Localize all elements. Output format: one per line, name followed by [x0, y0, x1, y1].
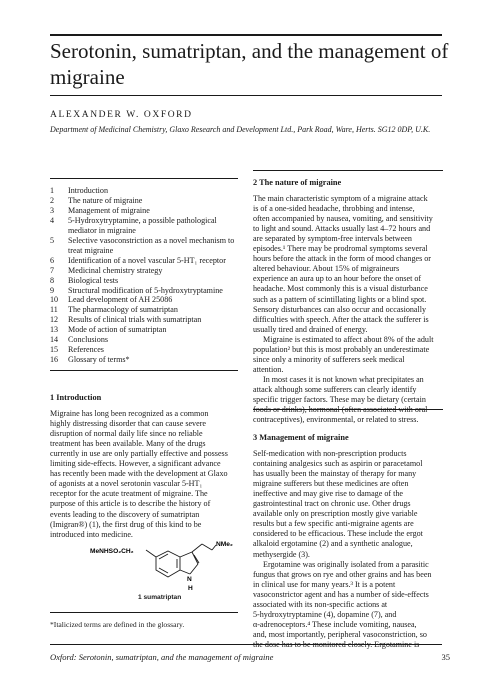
text-line: contraceptives), environmental, or related to stress.	[253, 415, 419, 425]
contents-label: Management of migraine	[68, 205, 150, 215]
contents-number: 16	[50, 355, 59, 365]
title-rule	[50, 95, 442, 96]
text-line: containing analgesics such as aspirin or paracetamol	[253, 459, 423, 469]
text-line: (Imigran®) (1), the first drug of this kind to be	[50, 519, 202, 529]
contents-number: 11	[50, 305, 58, 315]
text-line: to light and sound. Attacks usually last 4–72 hours and	[253, 224, 431, 234]
table-of-contents	[50, 186, 238, 365]
text-line: considered to be efficacious. These include the ergot	[253, 529, 423, 539]
text-line: experience an aura up to an hour before the onset of	[253, 274, 422, 284]
contents-label: Lead development of AH 25086	[68, 295, 173, 305]
section-body	[50, 409, 238, 540]
text-line: fungus that grows on rye and other grains and has been	[253, 569, 432, 579]
text-line: Self-medication with non-prescription products	[253, 449, 407, 459]
contents-number: 9	[50, 285, 55, 295]
text-line: α-adrenoceptors.⁴ These include vomiting, nausea,	[253, 619, 417, 629]
contents-number: 12	[50, 315, 59, 325]
contents-number: 6	[50, 255, 55, 265]
text-line: often accompanied by nausea, vomiting, and sensitivity	[253, 214, 433, 224]
text-line: currently in use are only partially effective and possess	[50, 449, 228, 459]
pyrrole-bond	[180, 552, 192, 557]
text-line: population² but this is most probably an underestimate	[253, 344, 430, 354]
contents-item	[50, 236, 238, 256]
text-line: since only a minority of sufferers seek medical	[253, 354, 405, 364]
hydrogen-label: H	[188, 585, 193, 592]
section-heading: 2 The nature of migraine	[253, 178, 342, 187]
text-line: gastrointestinal tract on chronic use. Other drugs	[253, 499, 411, 509]
contents-item	[50, 355, 238, 365]
contents-item	[50, 325, 238, 335]
contents-item	[50, 216, 238, 236]
section-body	[253, 449, 443, 650]
section-nature-of-migraine	[253, 178, 443, 425]
contents-label: 5-Hydroxytryptamine, a possible pathological mediator in migraine	[68, 215, 217, 235]
section-management-of-migraine	[253, 433, 443, 650]
contents-label: Medicinal chemistry strategy	[68, 265, 163, 275]
contents-item	[50, 276, 238, 286]
text-line: associated with its non-specific actions at	[253, 599, 388, 609]
contents-item	[50, 286, 238, 296]
section-introduction	[50, 393, 238, 540]
benzene-ring	[156, 551, 180, 577]
section-divider-rule	[253, 409, 443, 410]
text-line: treatment has been available. Many of the drugs	[50, 439, 206, 449]
section-heading: 3 Management of migraine	[253, 433, 349, 442]
text-line: specific trigger factors. These may be dietary (certain	[253, 394, 426, 404]
contents-label: Selective vasoconstriction as a novel mechanism to treat migraine	[68, 235, 235, 255]
contents-label: Mode of action of sumatriptan	[68, 325, 167, 335]
contents-number: 1	[50, 186, 55, 195]
contents-number: 10	[50, 295, 59, 305]
contents-label: Identification of a novel vascular 5-HT₁ receptor	[68, 255, 226, 265]
footer-rule	[50, 644, 442, 645]
text-line: headache. Most commonly this is a visual disturbance	[253, 284, 428, 294]
text-line: has usually been the mainstay of therapy for many	[253, 469, 417, 479]
top-rule	[50, 34, 442, 36]
contents-number: 7	[50, 265, 55, 275]
article-title: Serotonin, sumatriptan, and the management of migraine	[50, 39, 449, 89]
contents-label: The nature of migraine	[68, 195, 143, 205]
text-line: attention.	[253, 364, 284, 374]
contents-number: 2	[50, 195, 55, 205]
footnote: *Italicized terms are defined in the glossary.	[50, 620, 185, 629]
chain-bond-2	[202, 544, 212, 550]
section-body	[253, 194, 443, 425]
text-line: alkaloid ergotamine (2) and a synthetic analogue,	[253, 539, 413, 549]
contents-label: The pharmacology of sumatriptan	[68, 305, 178, 315]
molecule-drawing	[90, 537, 240, 597]
structure-caption: 1 sumatriptan	[138, 594, 182, 601]
right-substituent: NMe₂	[216, 541, 233, 548]
text-line: In most cases it is not known what precipitates an	[263, 374, 424, 384]
contents-item	[50, 315, 238, 325]
text-line: in clinical use for many years.³ It is a potent	[253, 579, 396, 589]
text-line: difficulties with speech. After the attack the sufferer is	[253, 314, 429, 324]
contents-label: Biological tests	[68, 275, 119, 285]
text-line: hours before the attack in the form of mood changes or	[253, 254, 432, 264]
contents-item	[50, 256, 238, 266]
contents-number: 15	[50, 345, 59, 355]
contents-bottom-rule	[50, 370, 238, 371]
contents-number: 14	[50, 335, 59, 345]
contents-item	[50, 345, 238, 355]
nitrogen-label: N	[187, 576, 192, 583]
contents-item	[50, 305, 238, 315]
text-line: events leading to the discovery of sumatriptan	[50, 509, 200, 519]
contents-item	[50, 295, 238, 305]
footnote-rule	[50, 612, 238, 613]
text-line: results but a few specific anti-migraine agents are	[253, 519, 414, 529]
contents-label: Results of clinical trials with sumatriptan	[68, 315, 202, 325]
left-substituent: MeNHSO₂CH₂	[90, 548, 134, 555]
text-line: is of a one-sided headache, throbbing and intense,	[253, 204, 415, 214]
text-line: migraine sufferers but these medicines are often	[253, 479, 409, 489]
running-footer: Oxford: Serotonin, sumatriptan, and the management of migraine	[50, 652, 274, 662]
page-number: 35	[441, 652, 450, 662]
text-line: disruption of normal daily life since no reliable	[50, 429, 203, 439]
text-line: of agonists at a novel serotonin vascular 5-HT₁	[50, 479, 203, 489]
contents-label: Structural modification of 5-hydroxytryptamine	[68, 285, 223, 295]
author-affiliation: Department of Medicinal Chemistry, Glaxo Research and Development Ltd., Park Road, Ware, Herts. SG12 0DP, U.K.	[50, 125, 431, 134]
text-line: limiting side-effects. However, a significant advance	[50, 459, 221, 469]
author-name: ALEXANDER W. OXFORD	[50, 110, 193, 120]
contents-item	[50, 186, 238, 196]
text-line: purpose of this article is to describe the history of	[50, 499, 211, 509]
text-line: episodes.¹ There may be prodromal symptoms several	[253, 244, 428, 254]
contents-top-rule	[50, 178, 238, 179]
chain-bond-1	[192, 544, 202, 552]
right-top-rule	[253, 170, 443, 171]
text-line: usually tired and drained of energy.	[253, 324, 368, 334]
contents-item	[50, 206, 238, 216]
text-line: available only on prescription mostly give variable	[253, 509, 418, 519]
contents-item	[50, 196, 238, 206]
text-line: Migraine is estimated to affect about 8% of the adult	[263, 334, 434, 344]
contents-label: Introduction	[68, 186, 109, 195]
section-heading: 1 Introduction	[50, 393, 102, 402]
sumatriptan-structure	[90, 537, 240, 607]
text-line: has recently been made with the development at Glaxo	[50, 469, 228, 479]
text-line: The main characteristic symptom of a migraine attack	[253, 194, 428, 204]
text-line: 5-hydroxytryptamine (4), dopamine (7), and	[253, 609, 397, 619]
text-line: Sensory disturbances can also occur and occasionally	[253, 304, 427, 314]
contents-number: 8	[50, 275, 55, 285]
text-line: altered behaviour. About 15% of migraineurs	[253, 264, 400, 274]
left-bond	[146, 550, 156, 557]
text-line: Migraine has long been recognized as a common	[50, 409, 209, 419]
text-line: vasoconstrictor agent and has a number of side-effects	[253, 589, 429, 599]
text-line: introduced into medicine.	[50, 529, 133, 539]
contents-item	[50, 335, 238, 345]
contents-number: 5	[50, 235, 55, 245]
contents-label: Glossary of terms*	[68, 355, 130, 365]
contents-number: 13	[50, 325, 59, 335]
contents-item	[50, 266, 238, 276]
text-line: such as a pattern of scintillating lights or a blind spot.	[253, 294, 427, 304]
text-line: Ergotamine was originally isolated from a parasitic	[263, 559, 429, 569]
text-line: highly distressing disorder that can cause severe	[50, 419, 206, 429]
contents-number: 4	[50, 215, 55, 225]
text-line: receptor for the acute treatment of migraine. The	[50, 489, 208, 499]
contents-label: References	[68, 345, 104, 355]
text-line: methysergide (3).	[253, 549, 310, 559]
contents-number: 3	[50, 205, 55, 215]
text-line: and, most importantly, peripheral vasoconstriction, so	[253, 629, 427, 639]
text-line: are separated by symptom-free intervals between	[253, 234, 412, 244]
text-line	[253, 405, 443, 415]
text-line: ineffective and may give rise to damage of the	[253, 489, 403, 499]
contents-label: Conclusions	[68, 335, 109, 345]
text-line: attack although some sufferers can clearly identify	[253, 384, 417, 394]
